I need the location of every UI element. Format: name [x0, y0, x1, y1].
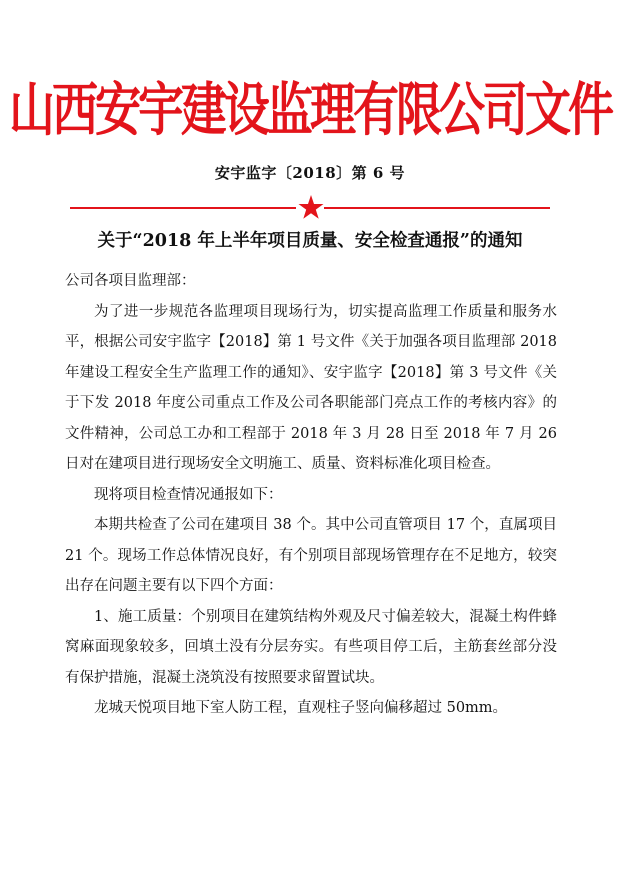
red-rule-left — [70, 207, 296, 209]
org-header-title: 山西安宇建设监理有限公司文件 — [9, 75, 611, 144]
paragraph: 龙城天悦项目地下室人防工程，直观柱子竖向偏移超过 50mm。 — [94, 700, 508, 716]
notice-body — [65, 266, 557, 724]
paragraph: 1、施工质量：个别项目在建筑结构外观及尺寸偏差较大，混凝土构件蜂窝麻面现象较多，回填土没有分层夯实。有些项目停工后，主筋套丝部分没有保护措施，混凝土浇筑没有按照要求留置试块。 — [65, 608, 557, 686]
salutation: 公司各项目监理部： — [65, 273, 196, 289]
paragraph: 本期共检查了公司在建项目 38 个。其中公司直管项目 17 个，直属项目 21 个。现场工作总体情况良好，有个别项目部现场管理存在不足地方，较突出存在问题主要有以下四个方面： — [65, 517, 557, 594]
paragraph: 现将项目检查情况通报如下： — [94, 486, 283, 503]
paragraph: 为了进一步规范各监理项目现场行为，切实提高监理工作质量和服务水平，根据公司安宇监字【2018】第 1 号文件《关于加强各项目监理部 2018 年建设工程安全生产监理工作的通知》、安宇监字【2018】第 3 号文件《关于下发 2018 年度公司重点工作及公司各职能部门亮点工作的考核内容》的文件精神，公司总工办和工程部于 2018 年 3 月 28 日至 2018 年 7 月 26 日对在建项目进行现场安全文明施工、质量、资料标准化项目检查。 — [65, 303, 557, 472]
document-number: 安宇监字〔2018〕第 6 号 — [214, 164, 406, 182]
red-rule-right — [324, 207, 550, 209]
notice-title: 关于“2018 年上半年项目质量、安全检查通报”的通知 — [97, 231, 523, 251]
star-icon — [298, 194, 324, 220]
